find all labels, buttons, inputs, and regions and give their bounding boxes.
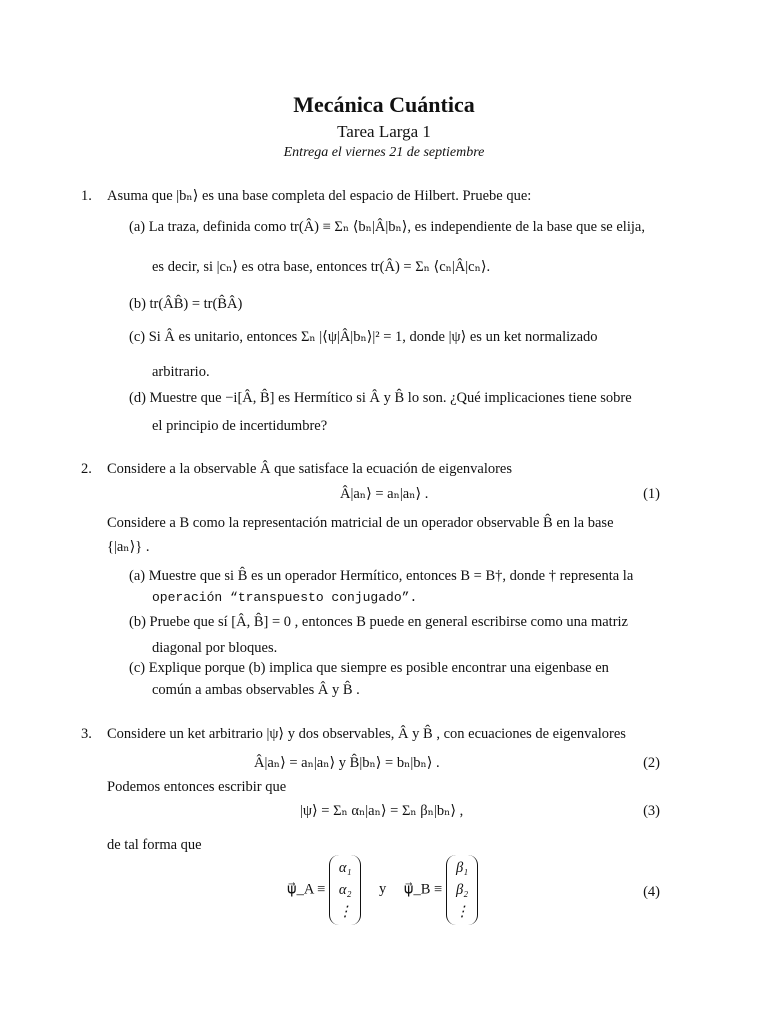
q2-paragraph-line2: {|aₙ⟩} . (107, 539, 150, 555)
q3-number: 3. (81, 726, 92, 742)
vector-alpha (329, 855, 362, 925)
q2-part-b-line1: (b) Pruebe que sí [Â, B̂] = 0 , entonces B puede en general escribirse como una matriz (129, 614, 628, 630)
equation-4-lhs-b: ψ⃗_B ≡ (403, 881, 443, 898)
equation-4 (287, 855, 478, 925)
q2-part-a-line1: (a) Muestre que si B̂ es un operador Hermítico, entonces B = B†, donde † representa la (129, 568, 634, 584)
equation-2-number: (2) (643, 755, 660, 771)
equation-1-number: (1) (643, 486, 660, 502)
q1-part-a-line2: es decir, si |cₙ⟩ es otra base, entonces tr(Â) = Σₙ ⟨cₙ|Â|cₙ⟩. (152, 259, 491, 275)
equation-4-conjunction: y (379, 881, 387, 898)
q3-paragraph-line2: de tal forma que (107, 837, 202, 853)
vector-alpha-entry: α₁ (338, 860, 352, 876)
vector-beta (446, 855, 479, 925)
q3-paragraph-line1: Podemos entonces escribir que (107, 779, 287, 795)
q1-part-d-line1: (d) Muestre que −i[Â, B̂] es Hermítico si Â y B̂ lo son. ¿Qué implicaciones tiene sobre (129, 390, 632, 406)
q2-part-a-line2: operación “transpuesto conjugado”. (152, 590, 418, 605)
equation-3-number: (3) (643, 803, 660, 819)
q3-intro: Considere un ket arbitrario |ψ⟩ y dos observables, Â y B̂ , con ecuaciones de eigenvalores (107, 726, 626, 742)
q1-part-c-line1: (c) Si Â es unitario, entonces Σₙ |⟨ψ|Â|bₙ⟩|² = 1, donde |ψ⟩ es un ket normalizado (129, 329, 598, 345)
page-title: Mecánica Cuántica (293, 92, 475, 117)
q2-intro: Considere a la observable Â que satisface la ecuación de eigenvalores (107, 461, 513, 477)
q2-part-c-line2: común a ambas observables Â y B̂ . (152, 682, 360, 698)
q2-part-b-line2: diagonal por bloques. (152, 640, 278, 656)
vector-alpha-entry: ⋮ (337, 904, 353, 920)
q1-intro: Asuma que |bₙ⟩ es una base completa del espacio de Hilbert. Pruebe que: (107, 188, 532, 204)
q2-part-c-line1: (c) Explique porque (b) implica que siempre es posible encontrar una eigenbase en (129, 660, 609, 676)
q2-number: 2. (81, 461, 92, 477)
q1-number: 1. (81, 188, 92, 204)
q2-paragraph-line1: Considere a B como la representación matricial de un operador observable B̂ en la base (107, 515, 614, 531)
vector-beta-entry: β₂ (455, 882, 469, 898)
equation-3: |ψ⟩ = Σₙ αₙ|aₙ⟩ = Σₙ βₙ|bₙ⟩ , (300, 803, 464, 819)
equation-4-number: (4) (643, 884, 660, 900)
equation-2: Â|aₙ⟩ = aₙ|aₙ⟩ y B̂|bₙ⟩ = bₙ|bₙ⟩ . (254, 755, 440, 771)
q1-part-a-line1: (a) La traza, definida como tr(Â) ≡ Σₙ ⟨bₙ|Â|bₙ⟩, es independiente de la base que se elija, (129, 219, 645, 235)
q1-part-b: (b) tr(ÂB̂) = tr(B̂Â) (129, 296, 243, 312)
q1-part-d-line2: el principio de incertidumbre? (152, 418, 328, 434)
equation-1: Â|aₙ⟩ = aₙ|aₙ⟩ . (340, 486, 429, 502)
vector-beta-entry: β₁ (455, 860, 469, 876)
vector-beta-entry: ⋮ (454, 904, 470, 920)
vector-alpha-entry: α₂ (338, 882, 352, 898)
page-subtitle: Tarea Larga 1 (337, 122, 431, 141)
due-date: Entrega el viernes 21 de septiembre (283, 145, 485, 160)
equation-4-lhs-a: ψ⃗_A ≡ (287, 881, 326, 898)
q1-part-c-line2: arbitrario. (152, 364, 210, 380)
